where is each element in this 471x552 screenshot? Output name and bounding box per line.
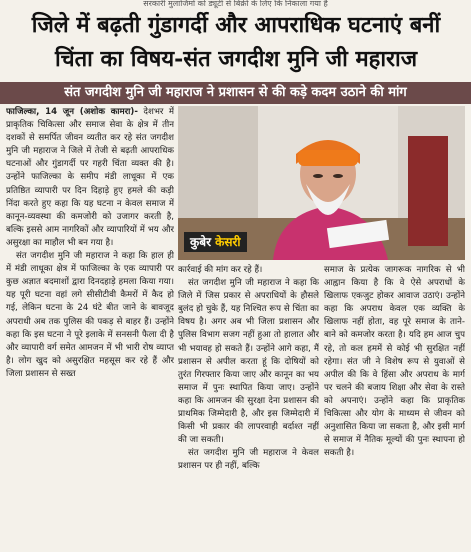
credit-part-1: कुबेर	[190, 235, 211, 249]
paragraph: संत जगदीश मुनि जी महाराज ने कहा कि हाल ही में मंडी लाधूका क्षेत्र में फाजिल्का के एक व्यापारी पर कुछ अज्ञात बदमाशों द्वारा दिनदहाड़े हमला किया गया। यह पूरी घटना वहां लगे सीसीटीवी कैमरों में कैद हो गई, लेकिन घटना के 24 घंटे बीत जाने के बावजूद अपराधी अब तक पुलिस की पकड़ से बाहर हैं। उन्होंने कहा कि इस घटना ने पूरे इलाके में सनसनी फैला दी है और व्यापारी वर्ग समेत आमजन में भी भारी रोष व्याप्त है। लोग खुद को असुरक्षित महसूस कर रहे हैं और जिला प्रशासन से सख्त	[6, 251, 174, 379]
paragraph: संत जगदीश मुनि जी महाराज ने कहा कि जिले में जिस प्रकार से अपराधियों के हौसले बुलंद हो चुके हैं, यह निश्चित रूप से चिंता का विषय है। अगर अब भी जिला प्रशासन और पुलिस विभाग सजग नहीं हुआ तो हालात और भी भयावह हो सकते हैं। उन्होंने आगे कहा, मैं प्रशासन से अपील करता हूं कि दोषियों को तुरंत गिरफ्तार किया जाए और कानून का भय समाज में पुनः स्थापित किया जाए। उन्होंने कहा कि आमजन की सुरक्षा देना प्रशासन की प्राथमिक जिम्मेदारी है, और इस जिम्मेदारी में किसी भी प्रकार की लापरवाही बर्दाश्त नहीं की जा सकती।	[178, 278, 319, 446]
headline	[6, 8, 466, 76]
column-3	[324, 264, 465, 550]
paragraph: संत जगदीश मुनि जी महाराज ने केवल प्रशासन पर ही नहीं, बल्कि	[178, 448, 319, 472]
column-2	[178, 264, 319, 550]
article-photo	[178, 106, 465, 260]
credit-part-2: केसरी	[215, 235, 241, 249]
paragraph: समाज के प्रत्येक जागरूक नागरिक से भी आह्वान किया है कि वे ऐसे अपराधों के खिलाफ एकजुट होकर आवाज उठाएं। उन्होंने कहा कि अपराध केवल एक व्यक्ति के खिलाफ नहीं होता, वह पूरे समाज के ताने-बाने को कमजोर करता है। यदि हम आज चुप रहे, तो कल हममें से कोई भी सुरक्षित नहीं रहेगा। संत जी ने विशेष रूप से युवाओं से अपील की कि वे हिंसा और अपराध के मार्ग पर चलने की बजाय शिक्षा और सेवा के रास्ते को अपनाएं। उन्होंने कहा कि प्राकृतिक चिकित्सा और योग के माध्यम से जीवन को अनुशासित किया जा सकता है, और इसी मार्ग से समाज में नैतिक मूल्यों की पुनः स्थापना हो सकती है।	[324, 265, 465, 459]
dateline: फाजिल्का, 14 जून (अशोक कामरा)-	[6, 107, 138, 117]
paragraph	[6, 106, 174, 250]
headline-line-2: चिंता का विषय-संत जगदीश मुनि जी महाराज	[54, 46, 418, 72]
paragraph-text: देशभर में प्राकृतिक चिकित्सा और समाज सेवा के क्षेत्र में तीन दशकों से समर्पित जीवन व्यतीत कर रहे संत जगदीश मुनि जी महाराज ने जिले में तेजी से बढ़ती आपराधिक घटनाओं और गुंडागर्दी पर गहरी चिंता व्यक्त की है। उन्होंने फाजिल्का के समीप मंडी लाधूका में एक प्रतिष्ठित व्यापारी पर दिन दिहाड़े हुए हमले की कड़ी निंदा करते हुए कहा कि यह घटना न केवल समाज में कानून-व्यवस्था की कमजोरी को उजागर करती है, बल्कि इससे आम नागरिकों और व्यापारियों में भय और असुरक्षा का माहौल भी बन गया है।	[6, 107, 174, 248]
subheadline: संत जगदीश मुनि जी महाराज ने प्रशासन से की कड़े कदम उठाने की मांग	[0, 82, 471, 104]
column-1	[6, 106, 174, 550]
photo-credit	[184, 232, 247, 252]
headline-line-1: जिले में बढ़ती गुंडागर्दी और आपराधिक घटनाएं बनीं	[31, 12, 441, 38]
paragraph: कार्रवाई की मांग कर रहे हैं।	[178, 265, 263, 275]
top-strip: सरकारी मुलाजिमों को ड्यूटी से बिक्री के लिए कि निकाला गया है	[143, 0, 328, 8]
